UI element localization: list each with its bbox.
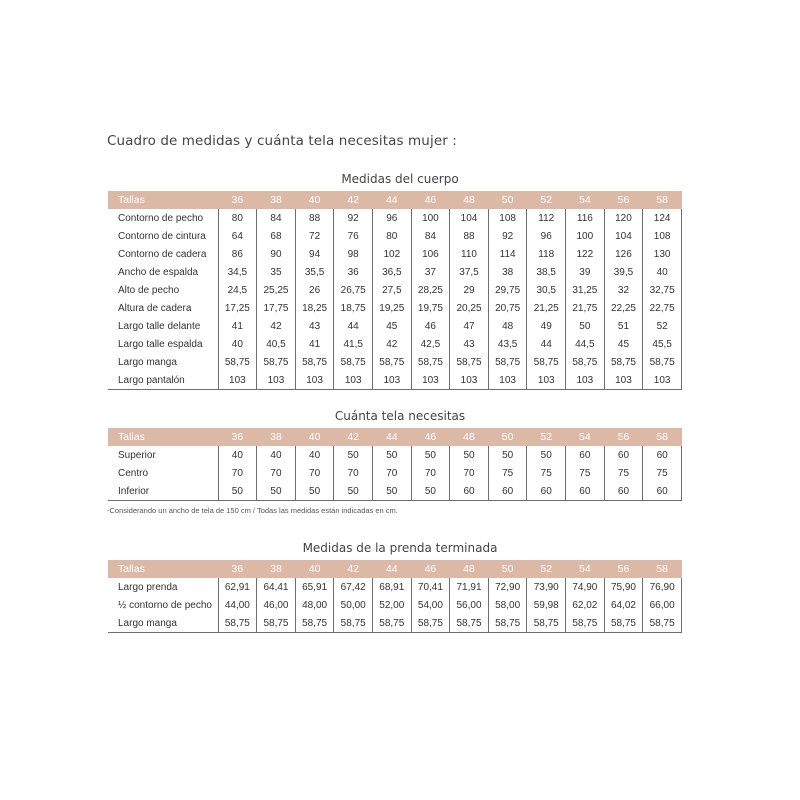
table-cell: 24,5	[218, 281, 257, 299]
table-cell: 64,41	[257, 578, 296, 596]
table-cell: 17,75	[257, 299, 296, 317]
table-cell: 106	[411, 245, 450, 263]
body-table-title: Medidas del cuerpo	[341, 172, 459, 186]
table-cell: 43	[450, 335, 489, 353]
size-header: 46	[411, 428, 450, 446]
table-cell: 102	[373, 245, 412, 263]
table-cell: 44,5	[566, 335, 605, 353]
table-cell: 35,5	[295, 263, 334, 281]
table-cell: 58,75	[643, 353, 682, 371]
table-cell: 50	[373, 446, 412, 464]
table-cell: 114	[488, 245, 527, 263]
size-header: 52	[527, 428, 566, 446]
table-cell: 48,00	[295, 596, 334, 614]
table-cell: 70	[295, 464, 334, 482]
table-cell: 80	[218, 209, 257, 227]
size-header: 56	[604, 428, 643, 446]
table-cell: 17,25	[218, 299, 257, 317]
table-cell: 60	[450, 482, 489, 501]
size-header: 40	[295, 428, 334, 446]
table-cell: 74,90	[566, 578, 605, 596]
row-label: Largo talle delante	[108, 317, 218, 335]
table-cell: 28,25	[411, 281, 450, 299]
table-cell: 41	[218, 317, 257, 335]
table-cell: 75	[488, 464, 527, 482]
size-header: 50	[488, 191, 527, 209]
table-cell: 50	[411, 446, 450, 464]
table-cell: 103	[566, 371, 605, 390]
table-cell: 18,75	[334, 299, 373, 317]
table-cell: 103	[257, 371, 296, 390]
size-header: 42	[334, 560, 373, 578]
table-cell: 100	[411, 209, 450, 227]
table-cell: 43,5	[488, 335, 527, 353]
table-cell: 21,25	[527, 299, 566, 317]
table-row	[108, 227, 682, 245]
table-cell: 70	[334, 464, 373, 482]
table-cell: 40	[643, 263, 682, 281]
table-cell: 27,5	[373, 281, 412, 299]
table-cell: 76	[334, 227, 373, 245]
table-cell: 60	[566, 482, 605, 501]
row-label: ½ contorno de pecho	[108, 596, 218, 614]
table-row	[108, 335, 682, 353]
table-cell: 116	[566, 209, 605, 227]
table-cell: 65,91	[295, 578, 334, 596]
table-cell: 60	[643, 482, 682, 501]
table-cell: 58,00	[488, 596, 527, 614]
table-cell: 51	[604, 317, 643, 335]
page-title: Cuadro de medidas y cuánta tela necesitas mujer :	[107, 133, 457, 149]
table-cell: 103	[218, 371, 257, 390]
table-row	[108, 209, 682, 227]
table-cell: 37	[411, 263, 450, 281]
table-cell: 42	[257, 317, 296, 335]
header-label: Tallas	[108, 428, 218, 446]
table-cell: 86	[218, 245, 257, 263]
table-cell: 40	[218, 446, 257, 464]
table-cell: 45	[373, 317, 412, 335]
table-cell: 58,75	[527, 353, 566, 371]
table-cell: 80	[373, 227, 412, 245]
table-row	[108, 446, 682, 464]
table-cell: 50	[450, 446, 489, 464]
table-cell: 108	[643, 227, 682, 245]
table-cell: 96	[527, 227, 566, 245]
table-cell: 50	[295, 482, 334, 501]
table-cell: 22,75	[643, 299, 682, 317]
table-cell: 64,02	[604, 596, 643, 614]
table-cell: 60	[604, 446, 643, 464]
table-row	[108, 578, 682, 596]
table-cell: 35	[257, 263, 296, 281]
table-cell: 120	[604, 209, 643, 227]
table-cell: 104	[604, 227, 643, 245]
row-label: Largo manga	[108, 614, 218, 633]
table-cell: 58,75	[373, 614, 412, 633]
fabric-footnote: -Considerando un ancho de tela de 150 cm / Todas las medidas están indicadas en cm.	[107, 506, 398, 515]
table-cell: 124	[643, 209, 682, 227]
table-cell: 76,90	[643, 578, 682, 596]
table-cell: 58,75	[488, 353, 527, 371]
table-cell: 30,5	[527, 281, 566, 299]
table-cell: 100	[566, 227, 605, 245]
row-label: Ancho de espalda	[108, 263, 218, 281]
size-header: 40	[295, 191, 334, 209]
table-cell: 26	[295, 281, 334, 299]
size-header: 42	[334, 428, 373, 446]
size-header: 48	[450, 191, 489, 209]
table-cell: 44,00	[218, 596, 257, 614]
table-row	[108, 464, 682, 482]
table-cell: 58,75	[218, 614, 257, 633]
size-header: 54	[566, 191, 605, 209]
table-cell: 103	[643, 371, 682, 390]
table-cell: 88	[450, 227, 489, 245]
table-cell: 50	[527, 446, 566, 464]
size-header: 44	[373, 560, 412, 578]
table-cell: 32	[604, 281, 643, 299]
table-cell: 44	[527, 335, 566, 353]
table-cell: 68	[257, 227, 296, 245]
table-cell: 58,75	[604, 353, 643, 371]
size-header: 38	[257, 560, 296, 578]
table-cell: 103	[373, 371, 412, 390]
row-label: Contorno de pecho	[108, 209, 218, 227]
table-cell: 38,5	[527, 263, 566, 281]
table-cell: 50	[373, 482, 412, 501]
table-cell: 72	[295, 227, 334, 245]
table-cell: 48	[488, 317, 527, 335]
table-row	[108, 596, 682, 614]
table-row	[108, 353, 682, 371]
table-cell: 103	[604, 371, 643, 390]
table-cell: 103	[527, 371, 566, 390]
row-label: Largo pantalón	[108, 371, 218, 390]
table-cell: 58,75	[257, 614, 296, 633]
table-cell: 103	[334, 371, 373, 390]
row-label: Inferior	[108, 482, 218, 501]
table-cell: 110	[450, 245, 489, 263]
size-header: 52	[527, 191, 566, 209]
size-header: 58	[643, 560, 682, 578]
row-label: Alto de pecho	[108, 281, 218, 299]
table-cell: 29	[450, 281, 489, 299]
table-cell: 103	[411, 371, 450, 390]
table-cell: 58,75	[566, 353, 605, 371]
table-cell: 42	[373, 335, 412, 353]
table-cell: 75,90	[604, 578, 643, 596]
table-cell: 39,5	[604, 263, 643, 281]
table-cell: 50	[488, 446, 527, 464]
table-cell: 58,75	[527, 614, 566, 633]
table-cell: 50	[334, 446, 373, 464]
table-cell: 52	[643, 317, 682, 335]
table-cell: 50	[218, 482, 257, 501]
size-header: 42	[334, 191, 373, 209]
table-cell: 40	[295, 446, 334, 464]
table-cell: 60	[604, 482, 643, 501]
table-cell: 70	[411, 464, 450, 482]
table-cell: 126	[604, 245, 643, 263]
table-cell: 58,75	[450, 614, 489, 633]
row-label: Largo talle espalda	[108, 335, 218, 353]
table-cell: 50	[566, 317, 605, 335]
table-cell: 64	[218, 227, 257, 245]
table-cell: 29,75	[488, 281, 527, 299]
table-cell: 50	[411, 482, 450, 501]
size-header: 58	[643, 428, 682, 446]
table-cell: 92	[488, 227, 527, 245]
table-cell: 130	[643, 245, 682, 263]
size-header: 48	[450, 560, 489, 578]
row-label: Superior	[108, 446, 218, 464]
table-cell: 60	[566, 446, 605, 464]
size-header: 46	[411, 560, 450, 578]
table-cell: 58,75	[566, 614, 605, 633]
table-cell: 75	[527, 464, 566, 482]
table-cell: 46	[411, 317, 450, 335]
table-cell: 50	[334, 482, 373, 501]
table-cell: 31,25	[566, 281, 605, 299]
table-cell: 60	[643, 446, 682, 464]
table-cell: 32,75	[643, 281, 682, 299]
table-cell: 41,5	[334, 335, 373, 353]
table-cell: 34,5	[218, 263, 257, 281]
table-cell: 103	[295, 371, 334, 390]
table-cell: 62,91	[218, 578, 257, 596]
table-cell: 103	[450, 371, 489, 390]
table-cell: 122	[566, 245, 605, 263]
body-measurements-table	[108, 191, 682, 390]
table-cell: 45,5	[643, 335, 682, 353]
table-cell: 38	[488, 263, 527, 281]
table-cell: 45	[604, 335, 643, 353]
table-cell: 18,25	[295, 299, 334, 317]
table-cell: 41	[295, 335, 334, 353]
table-cell: 42,5	[411, 335, 450, 353]
row-label: Largo manga	[108, 353, 218, 371]
garment-table-title: Medidas de la prenda terminada	[302, 541, 498, 555]
table-cell: 112	[527, 209, 566, 227]
table-cell: 58,75	[334, 614, 373, 633]
table-cell: 58,75	[373, 353, 412, 371]
table-cell: 26,75	[334, 281, 373, 299]
table-row	[108, 614, 682, 633]
table-row	[108, 299, 682, 317]
table-cell: 71,91	[450, 578, 489, 596]
fabric-table-title: Cuánta tela necesitas	[334, 409, 466, 423]
table-cell: 40,5	[257, 335, 296, 353]
table-header-row	[108, 191, 682, 209]
table-cell: 50	[257, 482, 296, 501]
table-row	[108, 281, 682, 299]
table-cell: 73,90	[527, 578, 566, 596]
table-cell: 58,75	[295, 614, 334, 633]
table-cell: 46,00	[257, 596, 296, 614]
table-cell: 70,41	[411, 578, 450, 596]
table-cell: 36	[334, 263, 373, 281]
size-header: 56	[604, 560, 643, 578]
table-cell: 75	[643, 464, 682, 482]
table-cell: 58,75	[450, 353, 489, 371]
table-cell: 90	[257, 245, 296, 263]
table-cell: 40	[218, 335, 257, 353]
table-cell: 56,00	[450, 596, 489, 614]
table-cell: 104	[450, 209, 489, 227]
table-cell: 103	[488, 371, 527, 390]
table-cell: 68,91	[373, 578, 412, 596]
size-header: 52	[527, 560, 566, 578]
size-header: 54	[566, 428, 605, 446]
table-cell: 84	[257, 209, 296, 227]
table-cell: 118	[527, 245, 566, 263]
size-header: 46	[411, 191, 450, 209]
table-header-row	[108, 428, 682, 446]
size-header: 36	[218, 428, 257, 446]
table-cell: 70	[450, 464, 489, 482]
table-cell: 52,00	[373, 596, 412, 614]
table-cell: 67,42	[334, 578, 373, 596]
size-header: 50	[488, 428, 527, 446]
table-cell: 49	[527, 317, 566, 335]
table-cell: 58,75	[411, 614, 450, 633]
size-header: 50	[488, 560, 527, 578]
finished-garment-table	[108, 560, 682, 633]
size-header: 56	[604, 191, 643, 209]
table-cell: 20,75	[488, 299, 527, 317]
table-cell: 58,75	[604, 614, 643, 633]
table-cell: 70	[218, 464, 257, 482]
table-cell: 84	[411, 227, 450, 245]
header-label: Tallas	[108, 560, 218, 578]
row-label: Altura de cadera	[108, 299, 218, 317]
row-label: Contorno de cintura	[108, 227, 218, 245]
row-label: Centro	[108, 464, 218, 482]
table-row	[108, 317, 682, 335]
table-cell: 92	[334, 209, 373, 227]
table-cell: 21,75	[566, 299, 605, 317]
table-cell: 47	[450, 317, 489, 335]
table-cell: 70	[257, 464, 296, 482]
table-row	[108, 482, 682, 501]
table-cell: 54,00	[411, 596, 450, 614]
table-cell: 58,75	[295, 353, 334, 371]
table-cell: 19,75	[411, 299, 450, 317]
table-cell: 94	[295, 245, 334, 263]
size-header: 48	[450, 428, 489, 446]
table-cell: 72,90	[488, 578, 527, 596]
table-cell: 37,5	[450, 263, 489, 281]
table-cell: 39	[566, 263, 605, 281]
header-label: Tallas	[108, 191, 218, 209]
table-cell: 43	[295, 317, 334, 335]
size-header: 38	[257, 428, 296, 446]
table-cell: 50,00	[334, 596, 373, 614]
row-label: Contorno de cadera	[108, 245, 218, 263]
table-cell: 58,75	[488, 614, 527, 633]
table-cell: 96	[373, 209, 412, 227]
table-cell: 40	[257, 446, 296, 464]
table-cell: 58,75	[411, 353, 450, 371]
table-cell: 62,02	[566, 596, 605, 614]
table-cell: 58,75	[643, 614, 682, 633]
size-header: 54	[566, 560, 605, 578]
fabric-needed-table	[108, 428, 682, 501]
table-row	[108, 245, 682, 263]
table-cell: 98	[334, 245, 373, 263]
table-cell: 108	[488, 209, 527, 227]
table-cell: 60	[488, 482, 527, 501]
size-header: 44	[373, 428, 412, 446]
table-cell: 66,00	[643, 596, 682, 614]
size-header: 36	[218, 191, 257, 209]
table-cell: 58,75	[218, 353, 257, 371]
table-cell: 60	[527, 482, 566, 501]
row-label: Largo prenda	[108, 578, 218, 596]
table-row	[108, 371, 682, 390]
table-cell: 59,98	[527, 596, 566, 614]
table-cell: 70	[373, 464, 412, 482]
table-cell: 36,5	[373, 263, 412, 281]
table-cell: 25,25	[257, 281, 296, 299]
size-header: 36	[218, 560, 257, 578]
table-header-row	[108, 560, 682, 578]
table-cell: 75	[566, 464, 605, 482]
size-header: 44	[373, 191, 412, 209]
size-header: 40	[295, 560, 334, 578]
table-cell: 58,75	[257, 353, 296, 371]
table-cell: 44	[334, 317, 373, 335]
table-cell: 20,25	[450, 299, 489, 317]
table-cell: 58,75	[334, 353, 373, 371]
table-cell: 19,25	[373, 299, 412, 317]
size-header: 58	[643, 191, 682, 209]
table-cell: 22,25	[604, 299, 643, 317]
table-row	[108, 263, 682, 281]
table-cell: 75	[604, 464, 643, 482]
size-header: 38	[257, 191, 296, 209]
table-cell: 88	[295, 209, 334, 227]
